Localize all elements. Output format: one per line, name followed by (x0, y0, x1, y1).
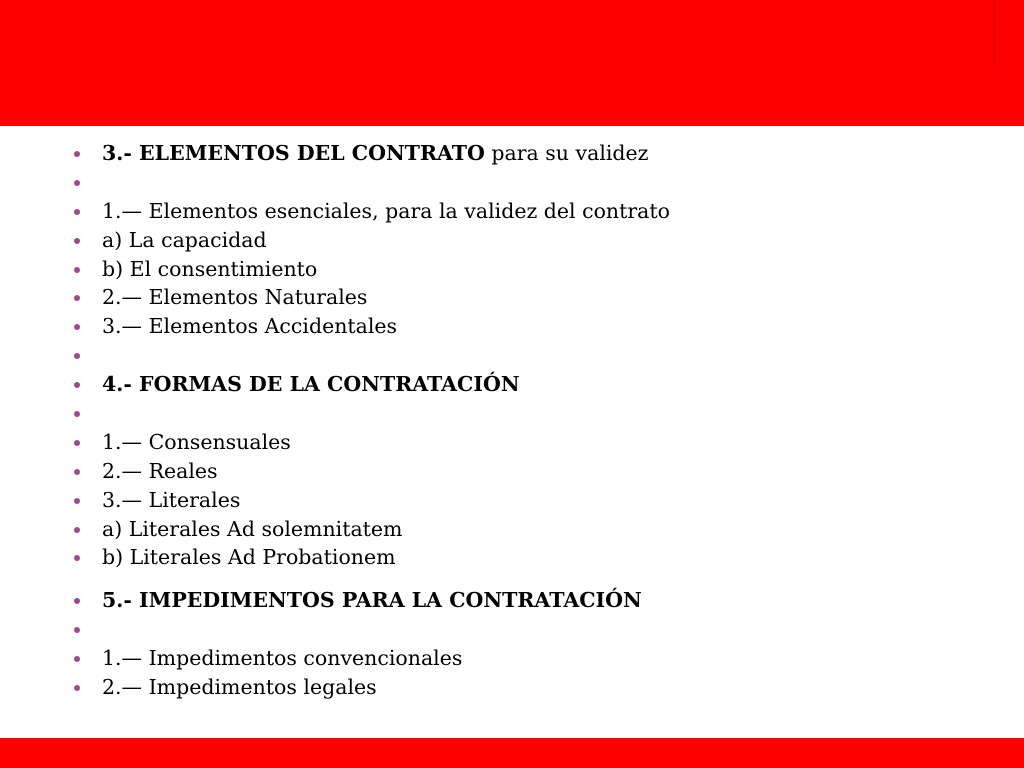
top-red-band (0, 0, 1024, 126)
list-item (70, 226, 970, 255)
list-item (70, 486, 970, 515)
item-text: 1.— Consensuales (102, 429, 291, 454)
item-text: 1.— Impedimentos convencionales (102, 646, 463, 671)
list-item (70, 197, 970, 226)
item-text: b) El consentimiento (102, 256, 318, 281)
list-item (70, 428, 970, 457)
item-text: 3.— Elementos Accidentales (102, 314, 398, 339)
list-item (70, 673, 970, 702)
bottom-red-band (0, 738, 1024, 768)
list-item-empty (70, 615, 970, 644)
list-item-empty (70, 341, 970, 370)
section-heading: 5.- IMPEDIMENTOS PARA LA CONTRATACIÓN (102, 588, 642, 613)
list-item (70, 370, 970, 399)
section-heading: 3.- ELEMENTOS DEL CONTRATO (102, 141, 485, 165)
bullet-list (70, 139, 970, 702)
list-item (70, 586, 970, 615)
item-text: b) Literales Ad Probationem (102, 545, 396, 570)
list-item (70, 283, 970, 312)
item-text: 2.— Elementos Naturales (102, 285, 368, 310)
list-item (70, 312, 970, 341)
section-heading: 4.- FORMAS DE LA CONTRATACIÓN (102, 372, 520, 397)
list-item (70, 543, 970, 572)
item-text: 1.— Elementos esenciales, para la validez del contrato (102, 198, 670, 223)
list-item (70, 457, 970, 486)
list-item (70, 139, 970, 168)
item-text: a) Literales Ad solemnitatem (102, 516, 403, 541)
item-text: para su validez (484, 141, 649, 165)
item-text: a) La capacidad (102, 227, 267, 252)
band-divider-line (994, 0, 995, 66)
item-text: 2.— Reales (102, 458, 218, 483)
list-item-empty (70, 168, 970, 197)
list-item-empty (70, 399, 970, 428)
item-text: 2.— Impedimentos legales (102, 675, 377, 700)
list-item (70, 255, 970, 284)
list-item (70, 644, 970, 673)
item-text: 3.— Literales (102, 487, 241, 512)
list-item (70, 515, 970, 544)
